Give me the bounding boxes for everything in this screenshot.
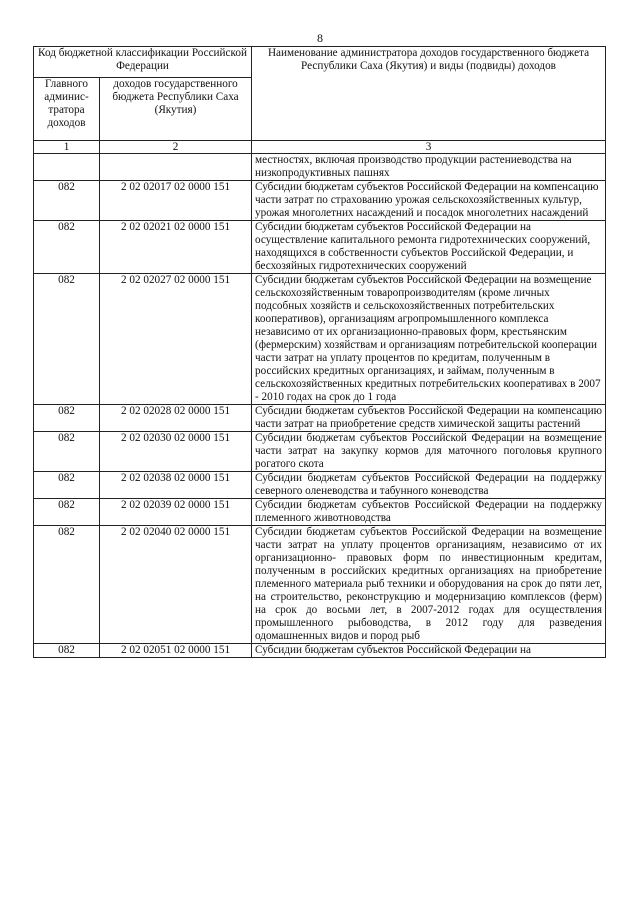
income-code: 2 02 02027 02 0000 151	[100, 274, 252, 405]
admin-code	[34, 154, 100, 181]
table-row	[34, 274, 606, 405]
column-number-1: 1	[34, 141, 100, 154]
table-row	[34, 405, 606, 432]
column-number-2: 2	[100, 141, 252, 154]
income-description: Субсидии бюджетам субъектов Российской Федерации на осуществление капитального ремонта гидротехнических сооружений, находящихся в собственности субъектов Российской Федерации, и бесхозяйных гидротехнических сооружений	[252, 221, 606, 274]
income-code: 2 02 02028 02 0000 151	[100, 405, 252, 432]
table-row	[34, 154, 606, 181]
income-description: местностях, включая производство продукции растениеводства на низкопродуктивных пашнях	[252, 154, 606, 181]
table-row	[34, 526, 606, 644]
income-code: 2 02 02040 02 0000 151	[100, 526, 252, 644]
income-code: 2 02 02030 02 0000 151	[100, 432, 252, 472]
income-description: Субсидии бюджетам субъектов Российской Федерации на	[252, 644, 606, 658]
income-description: Субсидии бюджетам субъектов Российской Федерации на возмещение части затрат на уплату процентов организациям, независимо от их организационно- правовых форм по инвестиционным кредитам, полученным в российских кредитных организациях на приобретение племенного материала рыб техники и оборудования на срок до пяти лет, на строительство, реконструкцию и модернизацию комплексов (ферм) на срок до восьми лет, в 2007-2012 годах для осуществления промышленного рыбоводства, в 2012 году для разведения одомашненных видов и пород рыб	[252, 526, 606, 644]
header-group-title: Код бюджетной классификации Российской Федерации	[34, 47, 252, 78]
income-description: Субсидии бюджетам субъектов Российской Федерации на компенсацию части затрат по страхованию урожая сельскохозяйственных культур, урожая многолетних насаждений и посадок многолетних насаждений	[252, 181, 606, 221]
header-col3: Наименование администратора доходов государственного бюджета Республики Саха (Якутия) и виды (подвиды) доходов	[252, 47, 606, 141]
table-row	[34, 221, 606, 274]
admin-code: 082	[34, 472, 100, 499]
budget-code-table	[33, 46, 606, 658]
income-code: 2 02 02051 02 0000 151	[100, 644, 252, 658]
column-number-3: 3	[252, 141, 606, 154]
admin-code: 082	[34, 405, 100, 432]
table-row	[34, 499, 606, 526]
admin-code: 082	[34, 526, 100, 644]
admin-code: 082	[34, 221, 100, 274]
admin-code: 082	[34, 644, 100, 658]
table-row	[34, 181, 606, 221]
page-number: 8	[317, 31, 323, 45]
header-row-1	[34, 47, 606, 78]
income-code	[100, 154, 252, 181]
admin-code: 082	[34, 432, 100, 472]
admin-code: 082	[34, 499, 100, 526]
header-col1: Главного админис-тратора доходов	[34, 78, 100, 141]
admin-code: 082	[34, 181, 100, 221]
admin-code: 082	[34, 274, 100, 405]
income-code: 2 02 02038 02 0000 151	[100, 472, 252, 499]
table-row	[34, 472, 606, 499]
income-code: 2 02 02021 02 0000 151	[100, 221, 252, 274]
column-numbers-row	[34, 141, 606, 154]
income-code: 2 02 02017 02 0000 151	[100, 181, 252, 221]
income-description: Субсидии бюджетам субъектов Российской Федерации на поддержку северного оленеводства и табунного коневодства	[252, 472, 606, 499]
table-row	[34, 644, 606, 658]
income-description: Субсидии бюджетам субъектов Российской Федерации на возмещение сельскохозяйственным товаропроизводителям (кроме личных подсобных хозяйств и сельскохозяйственных потребительских кооперативов), организациям агропромышленного комплекса независимо от их организационно-правовых форм, крестьянским (фермерским) хозяйствам и организациям потребительской кооперации части затрат на уплату процентов по кредитам, полученным в российских кредитных организациях, и займам, полученным в сельскохозяйственных кредитных потребительских кооперативах в 2007 - 2010 годах на срок до 1 года	[252, 274, 606, 405]
income-description: Субсидии бюджетам субъектов Российской Федерации на поддержку племенного животноводства	[252, 499, 606, 526]
income-description: Субсидии бюджетам субъектов Российской Федерации на возмещение части затрат на закупку кормов для маточного поголовья крупного рогатого скота	[252, 432, 606, 472]
header-col2: доходов государственного бюджета Республики Саха (Якутия)	[100, 78, 252, 141]
table-row	[34, 432, 606, 472]
income-description: Субсидии бюджетам субъектов Российской Федерации на компенсацию части затрат на приобретение средств химической защиты растений	[252, 405, 606, 432]
income-code: 2 02 02039 02 0000 151	[100, 499, 252, 526]
